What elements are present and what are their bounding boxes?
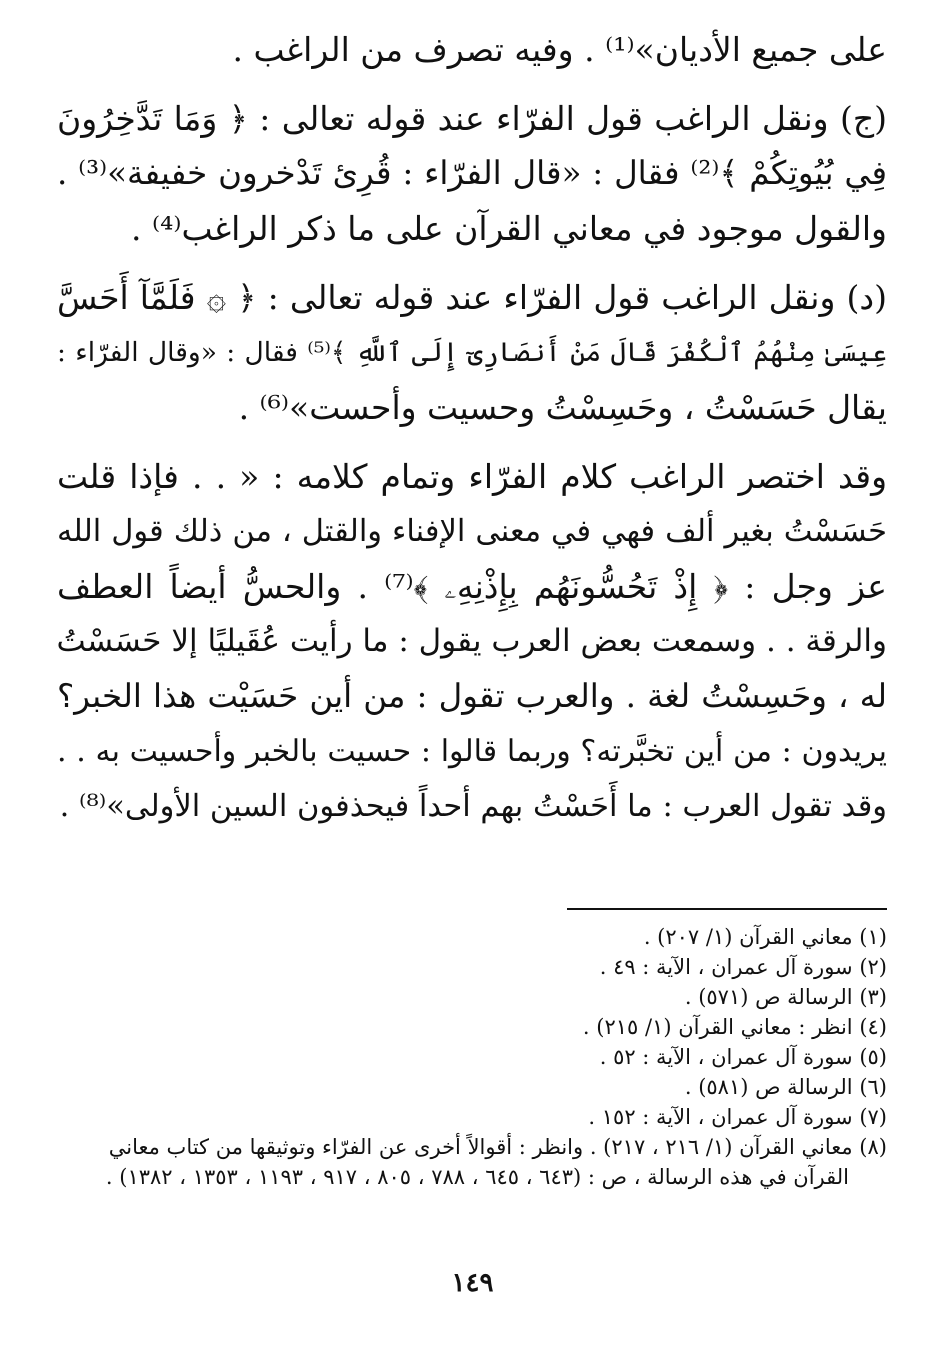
footnote: (٤) انظر : معاني القرآن (١/ ٢١٥) . (582, 1015, 887, 1039)
text-line: (د) ونقل الراغب قول الفرّاء عند قوله تعالى : ﴿ ۞ فَلَمَّآ أَحَسَّ (57, 278, 887, 317)
text-line: والرقة . . وسمعت بعض العرب يقول : ما رأيت عُقَيليًا إلا حَسَسْتُ (57, 623, 887, 659)
footnote-continuation: القرآن في هذه الرسالة ، ص : (٦٤٣ ، ٦٤٥ ، ٧٨٨ ، ٨٠٥ ، ٩١٧ ، ١١٩٣ ، ١٣٥٣ ، ١٣٨٢) . (105, 1165, 849, 1189)
text-line: يريدون : من أين تخبَّرته؟ وربما قالوا : حسيت بالخبر وأحسيت به . . (57, 734, 887, 769)
text-line: وقد اختصر الراغب كلام الفرّاء وتمام كلامه : « . . فإذا قلت (57, 457, 887, 496)
text-line: عز وجل : ﴿ إِذْ تَحُسُّونَهُم بِإِذْنِهِۦ ﴾⁽⁷⁾ . والحسُّ أيضاً العطف (57, 567, 887, 606)
footnote: (٣) الرسالة ص (٥٧١) . (684, 985, 887, 1009)
text-line: حَسَسْتُ بغير ألف فهي في معنى الإفناء والقتل ، من ذلك قول الله (57, 514, 887, 549)
footnote: (٨) معاني القرآن (١/ ٢١٦ ، ٢١٧) . وانظر : أقوالاً أخرى عن الفرّاء وتوثيقها من كتاب معاني (108, 1135, 887, 1159)
text-line: (ج) ونقل الراغب قول الفرّاء عند قوله تعالى : ﴿ وَمَا تَدَّخِرُونَ (57, 99, 887, 138)
page-number: ١٤٩ (451, 1268, 494, 1298)
footnote: (٢) سورة آل عمران ، الآية : ٤٩ . (599, 955, 887, 979)
footnote: (٧) سورة آل عمران ، الآية : ١٥٢ . (588, 1105, 887, 1129)
text-line: على جميع الأديان»⁽¹⁾ . وفيه تصرف من الراغب . (232, 30, 887, 69)
main-text (57, 22, 887, 834)
text-line: فِي بُيُوتِكُمْ ﴾⁽²⁾ فقال : «قال الفرّاء : قُرِئ تَدْخرون خفيفة»⁽³⁾ . (57, 154, 887, 192)
footnote-separator (567, 908, 887, 910)
footnote: (٥) سورة آل عمران ، الآية : ٥٢ . (599, 1045, 887, 1069)
text-line: عِيسَىٰ مِنْهُمُ ٱلْكُفْرَ قَالَ مَنْ أَنصَارِىٓ إِلَى ٱللَّهِ ﴾⁽⁵⁾ فقال : «وقال الفرّاء : (57, 337, 887, 368)
footnote: (١) معاني القرآن (١/ ٢٠٧) . (643, 925, 887, 949)
text-line: يقال حَسَسْتُ ، وحَسِسْتُ وحسيت وأحست»⁽⁶⁾ . (238, 388, 887, 427)
text-line: وقد تقول العرب : ما أَحَسْتُ بهم أحداً فيحذفون السين الأولى»⁽⁸⁾ . (59, 789, 887, 824)
footnote: (٦) الرسالة ص (٥٨١) . (684, 1075, 887, 1099)
text-line: والقول موجود في معاني القرآن على ما ذكر الراغب⁽⁴⁾ . (131, 209, 887, 248)
text-line: له ، وحَسِسْتُ لغة . والعرب تقول : من أين حَسَيْت هذا الخبر؟ (57, 677, 887, 715)
footnotes (57, 922, 887, 1192)
